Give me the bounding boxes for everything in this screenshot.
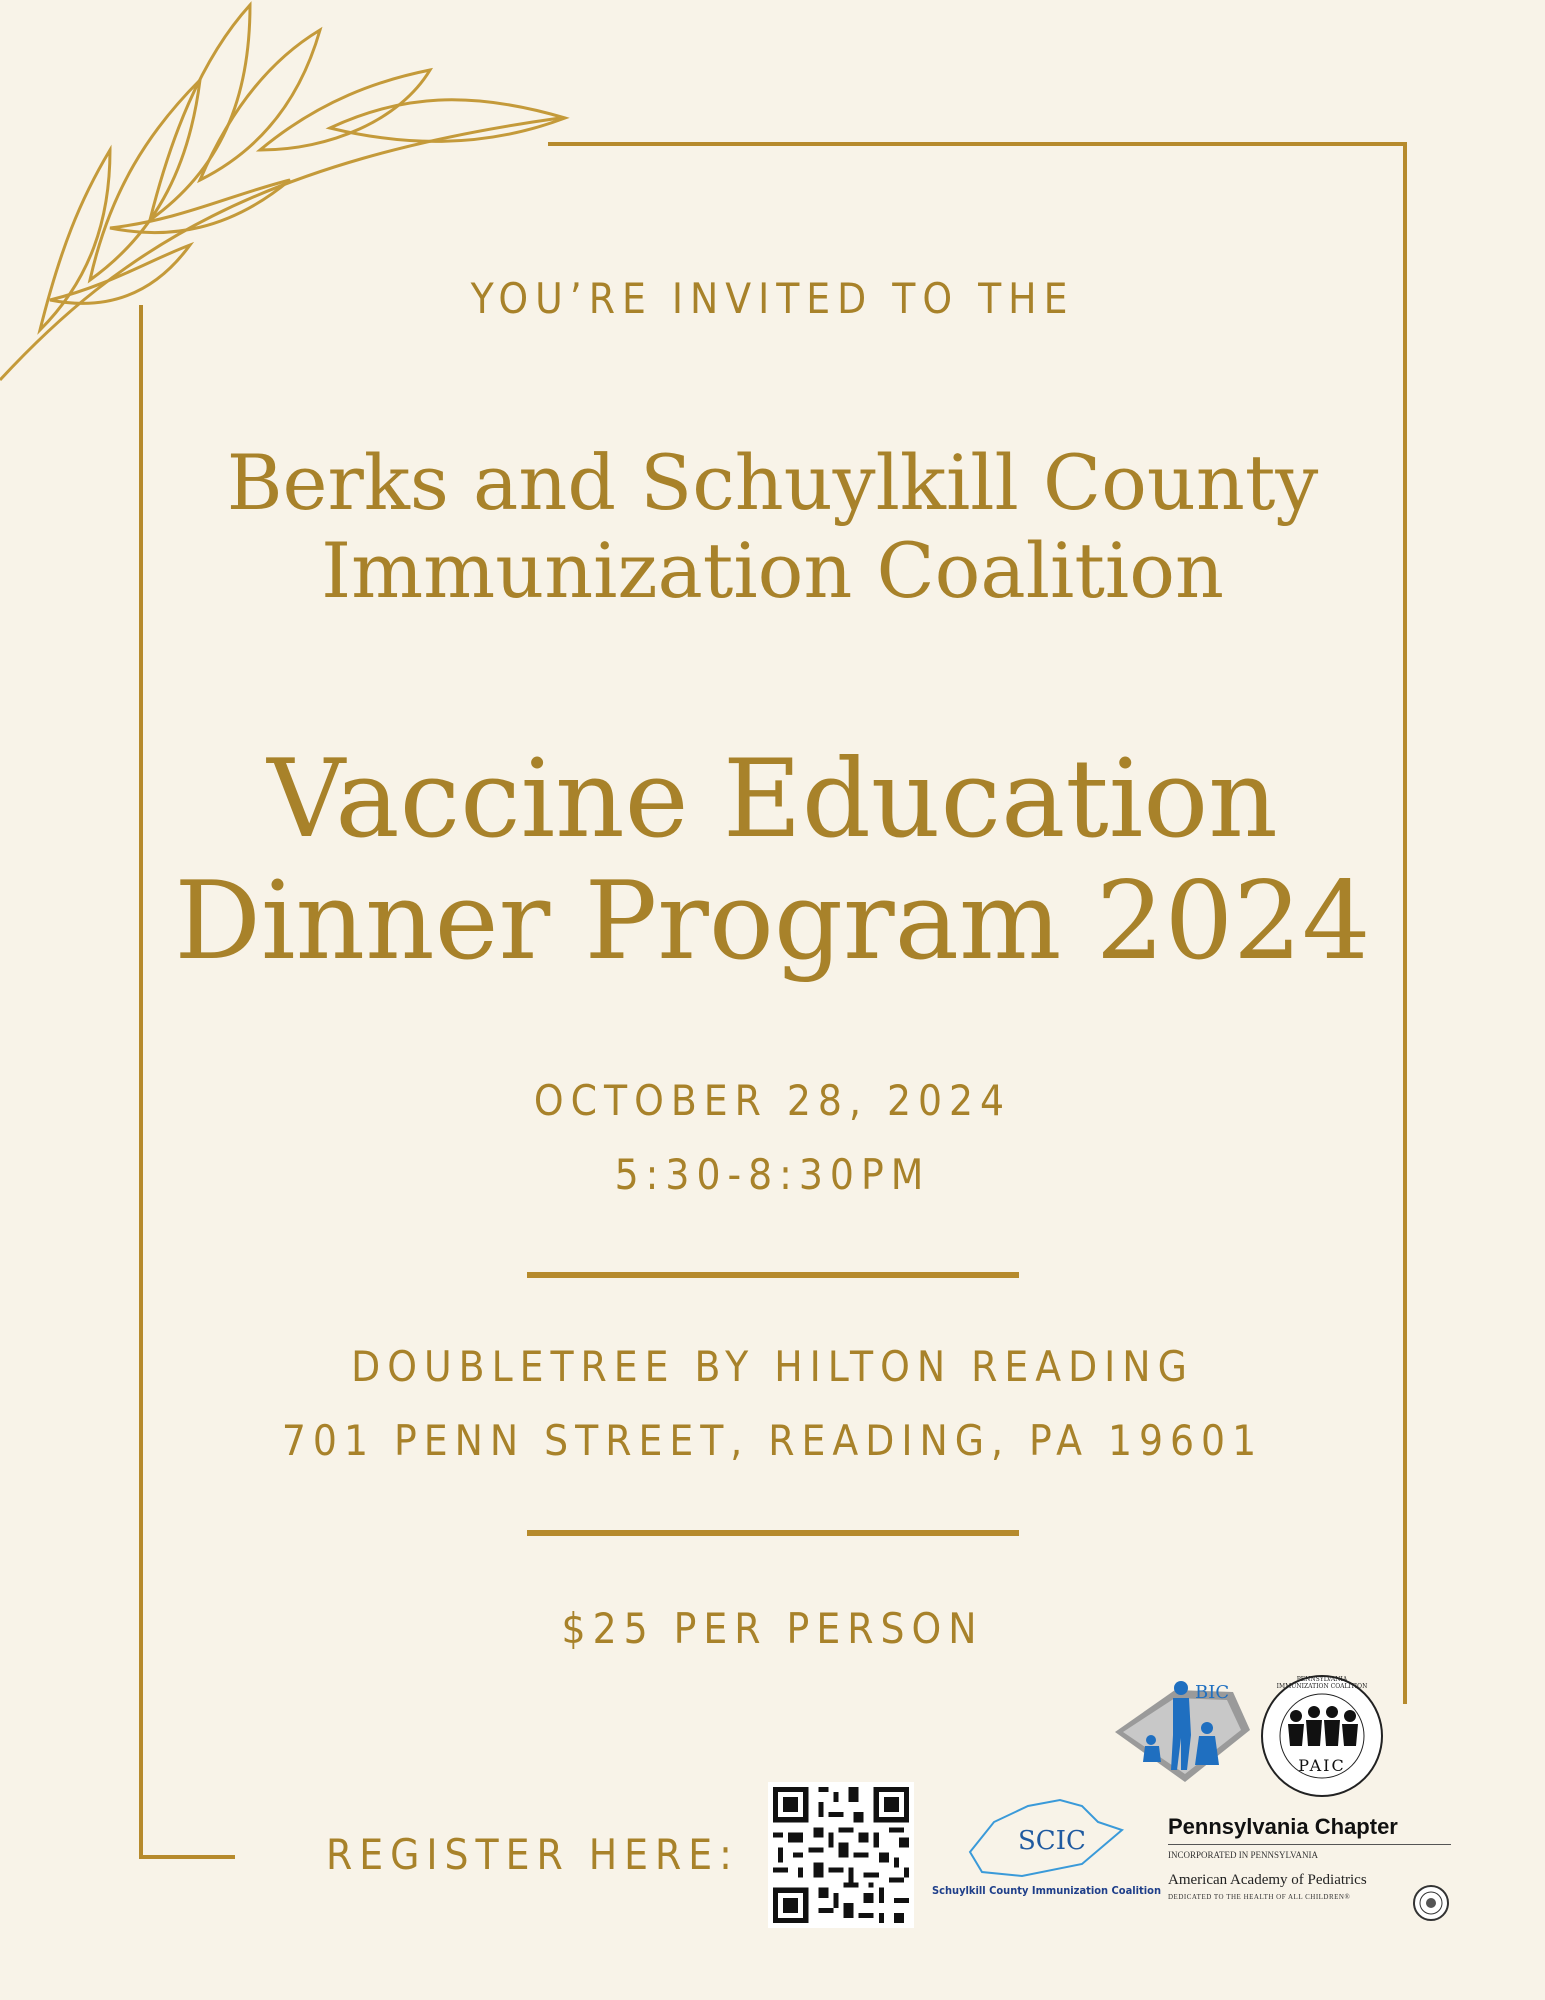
frame-top — [548, 142, 1406, 146]
paic-logo-text: PAIC — [1298, 1756, 1346, 1775]
scic-logo-abbr: SCIC — [1018, 1826, 1086, 1856]
event-time: 5:30-8:30PM — [614, 1150, 931, 1199]
leaf-branch-icon — [0, 0, 580, 400]
register-label: REGISTER HERE: — [326, 1830, 739, 1879]
event-title-line1: Vaccine Education — [267, 737, 1278, 862]
event-date: OCTOBER 28, 2024 — [533, 1076, 1012, 1125]
scic-logo-name: Schuylkill County Immunization Coalition — [932, 1884, 1162, 1897]
bic-logo-text: BIC — [1195, 1682, 1230, 1703]
venue-name: DOUBLETREE BY HILTON READING — [351, 1342, 1194, 1391]
aap-tagline: DEDICATED TO THE HEALTH OF ALL CHILDREN® — [1168, 1893, 1351, 1901]
qr-code-icon[interactable] — [768, 1782, 914, 1928]
paic-logo — [1258, 1672, 1386, 1800]
intro-text: YOU’RE INVITED TO THE — [470, 274, 1075, 323]
aap-divider — [1168, 1844, 1451, 1845]
aap-incorporated: INCORPORATED IN PENNSYLVANIA — [1168, 1850, 1319, 1860]
divider-2 — [527, 1530, 1019, 1536]
org-name-line2: Immunization Coalition — [321, 526, 1224, 615]
event-title-line2: Dinner Program 2024 — [174, 859, 1371, 984]
aap-chapter-title: Pennsylvania Chapter — [1168, 1814, 1398, 1839]
divider-1 — [527, 1272, 1019, 1278]
aap-logo — [1168, 1814, 1453, 1930]
frame-bottom-left — [139, 1855, 235, 1859]
bic-logo — [1115, 1670, 1250, 1785]
price: $25 PER PERSON — [561, 1604, 984, 1653]
org-name-line1: Berks and Schuylkill County — [226, 438, 1319, 527]
scic-logo — [932, 1792, 1162, 1912]
aap-name: American Academy of Pediatrics — [1168, 1872, 1367, 1888]
paic-ring-text: PENNSYLVANIA IMMUNIZATION COALITION — [1276, 1676, 1368, 1690]
aap-seal-icon — [1412, 1884, 1450, 1922]
venue-address: 701 PENN STREET, READING, PA 19601 — [281, 1416, 1264, 1465]
